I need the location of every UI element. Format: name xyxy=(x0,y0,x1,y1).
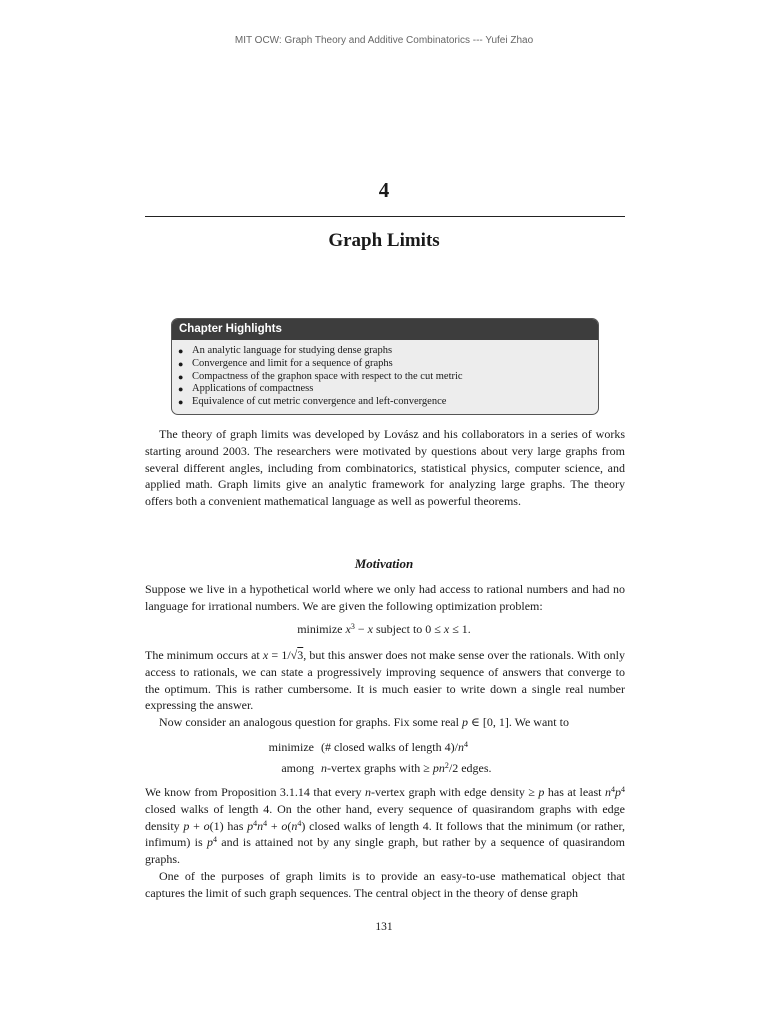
bullet-icon: ● xyxy=(178,358,184,369)
section-heading: Motivation xyxy=(354,556,414,571)
intro-paragraph: The theory of graph limits was developed by Lovász and his collaborators in a series of works starting around 2003. The researchers were motivated by questions about very large graphs from several different angles, including from combinatorics, statistical physics, computer science, and applied math. Graph limits give an analytic framework for analyzing large graphs. The theory offers both a convenient mathematical language as well as powerful theorems. xyxy=(145,427,625,509)
chapter-highlights-box xyxy=(171,318,599,415)
bullet-icon: ● xyxy=(178,371,184,382)
motivation-paragraph-5: One of the purposes of graph limits is to provide an easy-to-use mathematical object that captures the limit of such graph sequences. The central object in the theory of dense graph xyxy=(145,868,625,900)
minimize-label: minimize xyxy=(268,740,314,754)
motivation-paragraph-2: The minimum occurs at x = 1/√3, but this answer does not make sense over the rationals. With only access to rationals, we can state a progressively improving sequence of answers that converge to the optimum. This is rather cumbersome. It is much easier to write down a single real number expressing the answer. xyxy=(145,648,625,713)
motivation-paragraph-1: Suppose we live in a hypothetical world where we only had access to rational numbers and had no language for irrational numbers. We are given the following optimization problem: xyxy=(145,582,625,613)
highlight-item: ● An analytic language for studying dense graphs xyxy=(178,345,393,356)
chapter-highlights-heading: Chapter Highlights xyxy=(172,319,598,340)
highlights-list xyxy=(172,345,598,409)
bullet-icon: ● xyxy=(178,346,184,356)
highlight-item: ● Applications of compactness xyxy=(178,383,314,395)
motivation-paragraph-2-block xyxy=(145,647,625,731)
optimization-formula: minimize $x^3 - x$ subject to 0 ≤ x ≤ 1. xyxy=(297,622,471,636)
bullet-icon: ● xyxy=(178,397,184,408)
minimize-expression: (# closed walks of length $4)/n^4$ xyxy=(321,740,468,754)
chapter-number: 4 xyxy=(378,178,390,202)
running-header: MIT OCW: Graph Theory and Additive Combinatorics --- Yufei Zhao xyxy=(234,35,534,46)
highlight-item: ● Compactness of the graphon space with respect to the cut metric xyxy=(178,370,463,382)
motivation-paragraph-3: Now consider an analogous question for graphs. Fix some real p ∈ [0, 1]. We want to xyxy=(159,715,569,730)
bullet-icon: ● xyxy=(178,384,184,395)
motivation-paragraph-1-block xyxy=(145,581,625,615)
motivation-paragraph-4-block xyxy=(145,784,625,902)
highlight-item: ● Convergence and limit for a sequence of graphs xyxy=(178,357,393,369)
intro-paragraph-block xyxy=(145,426,625,510)
highlight-item: ● Equivalence of cut metric convergence and left-convergence xyxy=(178,396,447,408)
page-number: 131 xyxy=(375,921,393,933)
among-label: among xyxy=(281,761,314,775)
among-expression: n-vertex graphs with ≥ $pn^2/2$ edges. xyxy=(321,761,492,775)
chapter-rule xyxy=(145,216,625,217)
motivation-paragraph-4: We know from Proposition 3.1.14 that every n-vertex graph with edge density ≥ p has at least $n^4p^4$ closed walks of length 4. On the other hand, every sequence of quasirandom graphs with edge density p + o(1) has $p^4n^4 + o(n^4)$ closed walks of length 4. It follows that the minimum (or rather, infimum) is $p^4$ and is attained not by any single graph, but rather by a sequence of quasirandom graphs. xyxy=(145,785,625,867)
chapter-title: Graph Limits xyxy=(328,230,440,251)
